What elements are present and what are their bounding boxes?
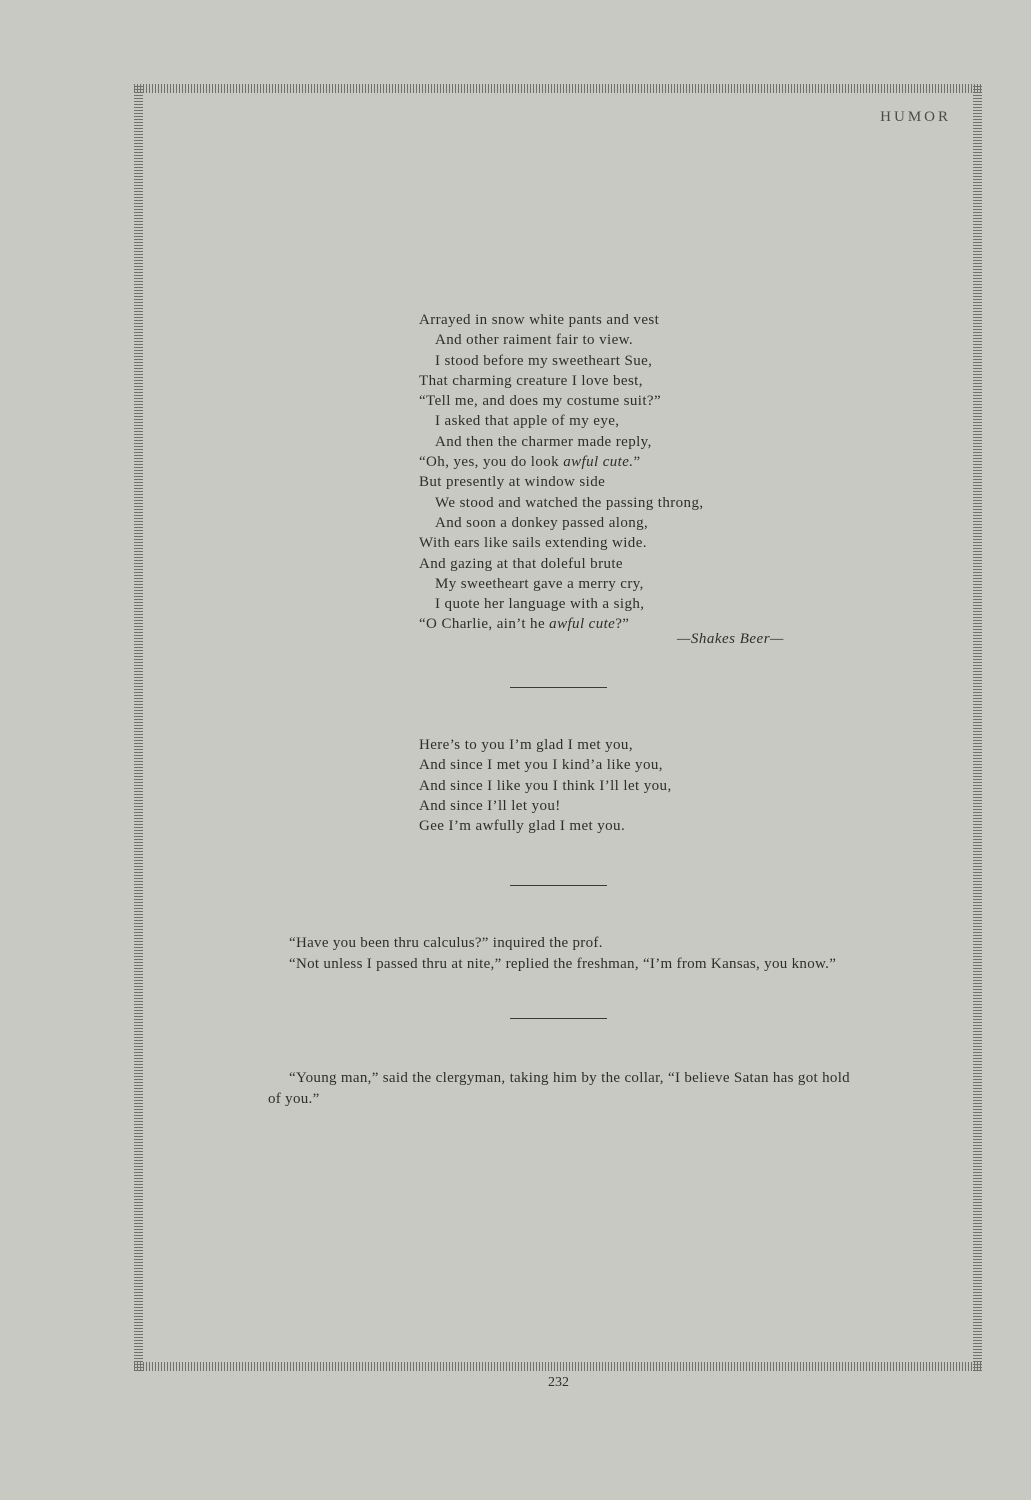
poem-line — [419, 574, 704, 594]
separator-rule — [510, 885, 607, 886]
poem-line — [419, 391, 704, 411]
poem-line — [419, 452, 704, 472]
poem-line: And since I like you I think I’ll let you, — [419, 777, 672, 794]
joke-calculus — [268, 933, 850, 974]
poem-line — [419, 533, 704, 553]
poem-attribution: —Shakes Beer— — [677, 631, 784, 647]
poem-line: And since I’ll let you! — [419, 797, 561, 814]
poem-line-text: “Tell me, and does my costume suit?” — [419, 393, 662, 410]
poem-line — [419, 594, 704, 614]
poem-line — [419, 432, 704, 452]
poem-line-emphasis: awful cute. — [563, 454, 634, 471]
poem-line-text: But presently at window side — [419, 474, 606, 491]
poem-glad-i-met-you — [419, 735, 672, 836]
page-border-right — [973, 84, 982, 1371]
poem-line — [419, 472, 704, 492]
poem-line: Here’s to you I’m glad I met you, — [419, 737, 633, 753]
poem-line-text: I asked that apple of my eye, — [435, 413, 620, 430]
page-border-bottom — [134, 1362, 982, 1371]
joke-paragraph: “Young man,” said the clergyman, taking him by the collar, “I believe Satan has got hold of you.” — [268, 1070, 850, 1107]
poem-snow-white-pants — [419, 310, 704, 635]
poem-line-text: That charming creature I love best, — [419, 372, 643, 389]
joke-paragraph: “Not unless I passed thru at nite,” replied the freshman, “I’m from Kansas, you know.” — [289, 955, 837, 972]
poem-line — [419, 493, 704, 513]
poem-line-text: “O Charlie, ain’t he — [419, 616, 550, 633]
poem-line-text: ” — [633, 454, 641, 471]
poem-line-text: And soon a donkey passed along, — [435, 514, 649, 531]
poem-line-text: We stood and watched the passing throng, — [435, 494, 704, 511]
joke-paragraph: “Have you been thru calculus?” inquired the prof. — [289, 935, 603, 951]
separator-rule — [510, 1018, 607, 1019]
section-header: HUMOR — [880, 109, 951, 125]
poem-line-text: And then the charmer made reply, — [435, 433, 652, 450]
poem-line — [419, 513, 704, 533]
poem-line-text: Arrayed in snow white pants and vest — [419, 312, 660, 328]
poem-line — [419, 371, 704, 391]
joke-clergyman — [268, 1068, 850, 1109]
poem-line-text: And other raiment fair to view. — [435, 332, 634, 349]
poem-line-text: With ears like sails extending wide. — [419, 535, 647, 552]
poem-line — [419, 310, 704, 330]
page-border-left — [134, 84, 143, 1371]
poem-line: And since I met you I kind’a like you, — [419, 757, 663, 774]
poem-line — [419, 614, 704, 634]
separator-rule — [510, 687, 607, 688]
poem-line — [419, 411, 704, 431]
poem-line-text: I stood before my sweetheart Sue, — [435, 352, 653, 369]
poem-line-text: “Oh, yes, you do look — [419, 454, 564, 471]
poem-line — [419, 554, 704, 574]
page-border-top — [134, 84, 982, 93]
poem-line: Gee I’m awfully glad I met you. — [419, 818, 626, 835]
poem-line-text: And gazing at that doleful brute — [419, 555, 623, 572]
poem-line — [419, 351, 704, 371]
poem-line — [419, 330, 704, 350]
poem-line-text: ?” — [615, 616, 630, 633]
poem-line-text: I quote her language with a sigh, — [435, 596, 645, 613]
page-number: 232 — [548, 1375, 569, 1390]
poem-line-text: My sweetheart gave a merry cry, — [435, 575, 644, 592]
poem-line-emphasis: awful cute — [549, 616, 616, 633]
